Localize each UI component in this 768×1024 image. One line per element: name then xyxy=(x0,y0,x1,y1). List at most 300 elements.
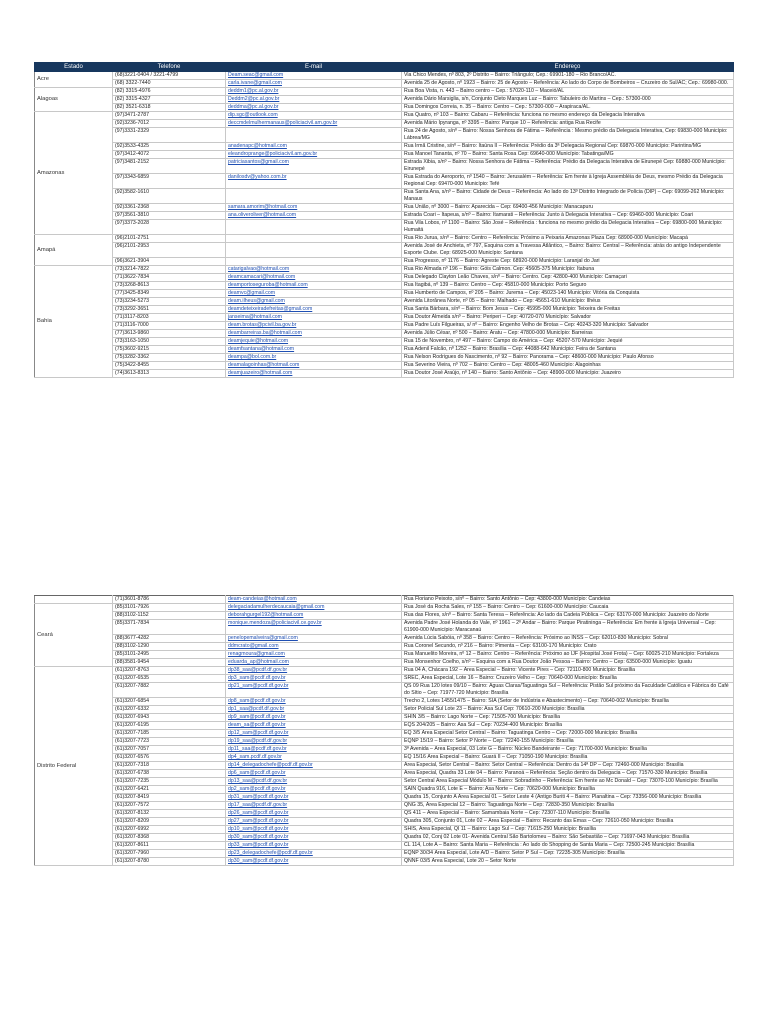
table-row xyxy=(35,104,734,112)
email-link[interactable]: deamfsantana@hotmail.com xyxy=(228,346,295,352)
table-row xyxy=(35,354,734,362)
phone-cell: (97)3412-4072 xyxy=(113,151,226,159)
address-cell: Avenida 25 de Agosto, nº 1923 – Bairro: 25 de Agosto – Referência: Ao lado do Corpo de Bombeiros – Cruzeiro do Sul/AC; Cep.: 69980-000. xyxy=(402,80,734,88)
phone-cell: (75)3422-8455 xyxy=(113,362,226,370)
email-link[interactable]: dp26_sam@pcdf.df.gov.br xyxy=(228,810,289,816)
email-link[interactable]: dp3_sam@pcdf.df.gov.br xyxy=(228,675,286,681)
table-row xyxy=(35,298,734,306)
phone-cell: (85)3101-7926 xyxy=(113,604,226,612)
table-row xyxy=(35,88,734,96)
address-cell: Rua Doutor Almeida s/nº – Bairro: Periperi – Cep: 40720-070 Município: Salvador xyxy=(402,314,734,322)
table-row xyxy=(35,596,734,604)
email-cell xyxy=(226,220,402,235)
phone-cell: (68)3221-0404 / 3221-4799 xyxy=(113,72,226,80)
table-row xyxy=(35,290,734,298)
header-email: E-mail xyxy=(226,63,402,72)
email-cell xyxy=(226,770,402,778)
table-row xyxy=(35,858,734,866)
email-link[interactable]: ddmcrato@gmail.com xyxy=(228,643,279,649)
phone-cell: (61)3207-7318 xyxy=(113,762,226,770)
table-row xyxy=(35,834,734,842)
email-cell xyxy=(226,722,402,730)
state-cell: Acre xyxy=(35,72,113,88)
email-cell xyxy=(226,370,402,378)
address-cell: Área Especial, Setor Central – Bairro: Setor Central – Referência: Dentro da 14ª DP – Cep: 72460-000 Município: Brasília xyxy=(402,762,734,770)
phone-cell: (61)3207-6992 xyxy=(113,826,226,834)
table-row xyxy=(35,72,734,80)
address-cell: SREC, Área Especial, Lote 16 – Bairro: Cruzeiro Velho – Cep: 70640-000 Município: Brasília xyxy=(402,675,734,683)
address-cell: QNNF 03/5 Área Especial, Lote 20 – Setor Norte xyxy=(402,858,734,866)
phone-cell: (61)3207-6421 xyxy=(113,786,226,794)
email-link[interactable]: penelopemalveira@gmail.com xyxy=(228,635,298,641)
email-cell xyxy=(226,266,402,274)
email-link[interactable]: dp17_saa@pcdf.df.gov.br xyxy=(228,802,288,808)
address-cell: Área Especial, Quadra 33 Lote 04 – Bairro: Paranoá – Referência: Seção dentro da Delegacia – Cep: 71570-330 Município: Brasília xyxy=(402,770,734,778)
email-cell xyxy=(226,143,402,151)
address-cell: Rua Adenil Falcão, nº 1252 – Bairro: Brasília – Cep: 44088-642 Município: Feira de Santana xyxy=(402,346,734,354)
email-cell xyxy=(226,128,402,143)
email-cell xyxy=(226,762,402,770)
email-cell xyxy=(226,104,402,112)
address-cell: Avenida José de Anchieta, nº 797, Esquina com a Travessa Atlântico, – Bairro: Bairro: Central – Referência: atrás do antigo Independente Esporte Clube. Cep: 68925-000 Município: Santana xyxy=(402,243,734,258)
table-row xyxy=(35,706,734,714)
address-cell: Rua Irmã Cristine, s/nº – Bairro: Itaúna II – Referência: Prédio da 3ª Delegacia Regional Cep: 69870-000 Município: Parintins/MG xyxy=(402,143,734,151)
table-row xyxy=(35,643,734,651)
address-cell: CL 114, Lote A – Bairro: Santa Maria – Referência : Ao lado do Shopping de Santa Maria – Cep: 72500-245 Município: Brasília xyxy=(402,842,734,850)
email-cell xyxy=(226,698,402,706)
email-link[interactable]: delegaciadamulherdecaucaia@gmail.com xyxy=(228,604,325,610)
table-row xyxy=(35,128,734,143)
table-row xyxy=(35,762,734,770)
phone-cell: (73)3292-3651 xyxy=(113,306,226,314)
phone-cell: (73)3268-8613 xyxy=(113,282,226,290)
phone-cell: (61)3207-6854 xyxy=(113,698,226,706)
email-cell xyxy=(226,667,402,675)
address-cell: Rua Delegado Clayton Leão Chaves, s/nº – Bairro: Centro. Cep: 42800-400 Município: Camaçari xyxy=(402,274,734,282)
email-link[interactable]: deccmdelmulhermanaus@policiacivil.am.gov.br xyxy=(228,120,338,126)
phone-cell: (92)3236-7012 xyxy=(113,120,226,128)
email-link[interactable]: Deddm2@pc.al.gov.br xyxy=(228,96,280,102)
address-cell: 3ª Avenida – Área Especial, 03 Lote G – Bairro: Núcleo Bandeirante – Cep: 71700-000 Município: Brasília xyxy=(402,746,734,754)
email-cell xyxy=(226,306,402,314)
phone-cell: (85)3371-7834 xyxy=(113,620,226,635)
email-cell xyxy=(226,322,402,330)
phone-cell: (88)3581-9454 xyxy=(113,659,226,667)
email-link[interactable]: dp31_sam@pcdf.df.gov.br xyxy=(228,794,289,800)
email-cell xyxy=(226,706,402,714)
table-row xyxy=(35,306,734,314)
email-cell xyxy=(226,643,402,651)
address-cell: QNG 35, Área Especial 12 – Bairro: Taguatinga Norte – Cep: 72830-350 Município: Brasília xyxy=(402,802,734,810)
phone-cell: (97)3343-6859 xyxy=(113,174,226,189)
email-link[interactable]: danilosdv@yahoo.com.br xyxy=(228,174,287,180)
phone-cell: (88)3677-4282 xyxy=(113,635,226,643)
email-link[interactable]: deddma@pc.al.gov.br xyxy=(228,104,279,110)
email-link[interactable]: catarigalvao@hotmail.com xyxy=(228,266,290,272)
email-cell xyxy=(226,330,402,338)
table-row xyxy=(35,770,734,778)
email-cell xyxy=(226,612,402,620)
email-link[interactable]: samara.amorim@hotmail.com xyxy=(228,204,298,210)
phone-cell: (71)3601-8786 xyxy=(113,596,226,604)
phone-cell: (61)3207-6943 xyxy=(113,714,226,722)
email-cell xyxy=(226,738,402,746)
header-telefone: Telefone xyxy=(113,63,226,72)
table-row xyxy=(35,802,734,810)
table-row xyxy=(35,189,734,204)
email-link[interactable]: deambarreiras.ba@hotmail.com xyxy=(228,330,302,336)
address-cell: Estrada Coari – Itapeua, s/nº – Bairro: Itamarati – Referência: Junto à Delegacia Interativa – Cep: 69460-000 Município: Coari xyxy=(402,212,734,220)
email-cell xyxy=(226,354,402,362)
email-link[interactable]: dp27_sam@pcdf.df.gov.br xyxy=(228,818,289,824)
address-cell: Rua Domingos Correia, n. 35 – Bairro: Centro – Cep.: 57300-000 – Arapiraca/AL. xyxy=(402,104,734,112)
address-cell: EQ 15/16 Área Especial – Bairro: Guará II – Cep: 71050-190 Município: Brasília xyxy=(402,754,734,762)
address-cell: Trecho 2, Lotes 1455/1475 – Bairro: SIA (Setor de Indústria e Abastecimento) – Cep: 70640-002 Município: Brasília xyxy=(402,698,734,706)
address-cell: Rua 04 A, Chácara 192 – Área Especial – Bairro: Vicente Pires – Cep: 72110-800 Município: Brasília xyxy=(402,667,734,675)
address-cell: SHIS, Área Especial, QI 11 – Bairro: Lago Sul – Cep: 71615-250 Município: Brasília xyxy=(402,826,734,834)
delegacias-table xyxy=(34,62,734,378)
phone-cell: (61)3207-8209 xyxy=(113,818,226,826)
email-link[interactable]: dp38_saa@pcdf.df.gov.br xyxy=(228,667,288,673)
phone-cell: (61)3207-8419 xyxy=(113,794,226,802)
table-row xyxy=(35,243,734,258)
phone-cell: (97)3561-3810 xyxy=(113,212,226,220)
phone-cell: (61)3207-8780 xyxy=(113,858,226,866)
phone-cell: (61)3207-7185 xyxy=(113,730,226,738)
email-cell xyxy=(226,80,402,88)
address-cell: SHIN 3/5 – Bairro: Lago Norte – Cep: 71505-700 Município: Brasília xyxy=(402,714,734,722)
header-estado: Estado xyxy=(35,63,113,72)
address-cell: QS 09 Rua 120 lotes 09/10 – Bairro: Águas Claras/Taguatinga Sul – Referência: Pistão Sul próximo da Faculdade Católica e Fábrica do Café do Sítio – Cep: 71977-720 Município: Brasília xyxy=(402,683,734,698)
phone-cell: (74)3613-8313 xyxy=(113,370,226,378)
table-row xyxy=(35,120,734,128)
table-row xyxy=(35,159,734,174)
email-link[interactable]: deamcamacari@hotmail.com xyxy=(228,274,296,280)
phone-cell: (97)3471-2787 xyxy=(113,112,226,120)
address-cell: Rua 24 de Agosto, s/nº – Bairro: Nossa Senhora de Fátima – Referência : Mesmo prédio da Delegacia Interativa, Cep: 69830-000 Município: Lábrea/MG xyxy=(402,128,734,143)
table-row xyxy=(35,235,734,243)
address-cell: Rua Estrada do Aeroporto, nº 1540 – Bairro: Jerusalém – Referência: Em frente à Igreja Assembléia de Deus, mesmo Prédio da Delegacia Regional Cep: 69470-000 Município: Tefé xyxy=(402,174,734,189)
address-cell: Rua Humberto de Campos, nº 205 – Bairro: Jurema – Cep: 45023-140 Município: Vitória da Conquista xyxy=(402,290,734,298)
email-link[interactable]: dp30_sam@pcdf.df.gov.br xyxy=(228,858,289,864)
address-cell: Rua Vila Lobos, nº 1100 – Bairro: São José – Referência : funciona no mesmo prédio da Delegacia Interativa – Cep: 69800-000 Município: Humaitá xyxy=(402,220,734,235)
address-cell: Avenida Dário Marsiglia, s/n, Conjunto Cleto Marques Luz – Bairro: Tabuleiro do Martins – Cep.: 57300-000 xyxy=(402,96,734,104)
email-cell xyxy=(226,596,402,604)
email-cell xyxy=(226,96,402,104)
email-link[interactable]: deamjuazeiro@hotmail.com xyxy=(228,370,293,376)
email-link[interactable]: monique.mendoza@policiacivil.ce.gov.br xyxy=(228,620,322,626)
email-cell xyxy=(226,298,402,306)
address-cell: EQ 3/5 Área Especial Setor Central – Bairro: Taguatinga Centro – Cep: 72000-000 Município: Brasília xyxy=(402,730,734,738)
address-cell: Rua Rio Almada nº 196 – Bairro: Góis Calmon. Cep: 45605-375 Município: Itabuna xyxy=(402,266,734,274)
address-cell: Rua 15 de Novembro, nº 497 – Bairro: Campo do América – Cep: 45207-570 Município: Jequié xyxy=(402,338,734,346)
email-cell xyxy=(226,834,402,842)
phone-cell: (75)3602-9215 xyxy=(113,346,226,354)
table-row xyxy=(35,786,734,794)
phone-cell: (71)3622-7834 xyxy=(113,274,226,282)
email-link[interactable]: Deam.seac@gmail.com xyxy=(228,72,284,78)
email-cell xyxy=(226,730,402,738)
email-link[interactable]: dip.sgc@outlook.com xyxy=(228,112,278,118)
phone-cell: (92)3361-2368 xyxy=(113,204,226,212)
table-row xyxy=(35,635,734,643)
email-link[interactable]: dp4_sam.pcdf.df.gov.br xyxy=(228,754,282,760)
table-row xyxy=(35,683,734,698)
address-cell: Setor Central Área Especial Módulo M – Bairro: Sobradinho – Referência: Em frente ao Mc Donald – Cep: 73070-100 Município: Brasília xyxy=(402,778,734,786)
address-cell: EQS 204/205 – Bairro: Asa Sul – Cep: 70234-400 Município: Brasília xyxy=(402,722,734,730)
state-cell: Bahia xyxy=(35,266,113,378)
phone-cell: (97)3373-2028 xyxy=(113,220,226,235)
address-cell: Rua Progresso, nº 1176 – Bairro: Agreste Cep: 68920-000 Município: Laranjal do Jari xyxy=(402,258,734,266)
table-row xyxy=(35,794,734,802)
table-body xyxy=(35,596,734,866)
table-row xyxy=(35,80,734,88)
phone-cell: (82) 3315-4976 xyxy=(113,88,226,96)
table-row xyxy=(35,698,734,706)
email-link[interactable]: anadenapc@hotmail.com xyxy=(228,143,287,149)
address-cell: Rua Manuelito Moreira, nº 12 – Bairro: Centro – Referência: Próximo ao IJF (Hospital José Frota) – Cep: 60025-210 Município: Fortaleza xyxy=(402,651,734,659)
phone-cell: (85)3101-2495 xyxy=(113,651,226,659)
email-cell xyxy=(226,159,402,174)
phone-cell: (71)3117-8203 xyxy=(113,314,226,322)
table-row xyxy=(35,818,734,826)
address-cell: Avenida Júlio César, nº 500 – Bairro: Aratu – Cep: 47800-000 Município: Barreiras xyxy=(402,330,734,338)
email-link[interactable]: deddm1@pc.al.gov.br xyxy=(228,88,279,94)
email-cell xyxy=(226,802,402,810)
phone-cell: (61)3207-7960 xyxy=(113,850,226,858)
table-row xyxy=(35,96,734,104)
phone-cell: (88)3102-1152 xyxy=(113,612,226,620)
address-cell: SAIN Quadra 916, Lote E – Bairro: Asa Norte – Cep: 70620-000 Município: Brasília xyxy=(402,786,734,794)
email-cell xyxy=(226,675,402,683)
phone-cell: (61)3207-6576 xyxy=(113,754,226,762)
email-link[interactable]: dp19_saa@pcdf.df.gov.br xyxy=(228,738,288,744)
email-link[interactable]: deamvc@gmail.com xyxy=(228,290,276,296)
phone-cell: (88)3102-1290 xyxy=(113,643,226,651)
address-cell: Rua Itagibá, nº 139 – Bairro: Centro – Cep: 45810-000 Município: Porto Seguro xyxy=(402,282,734,290)
email-cell xyxy=(226,258,402,266)
email-link[interactable]: renagmoura@gmail.com xyxy=(228,651,285,657)
table-row xyxy=(35,338,734,346)
email-cell xyxy=(226,683,402,698)
table-row xyxy=(35,212,734,220)
email-link[interactable]: dp8_sam@pcdf.df.gov.br xyxy=(228,698,286,704)
email-link[interactable]: ana.oliveroliver@hotmail.com xyxy=(228,212,297,218)
email-link[interactable]: dp21_sam@pcdf.df.gov.br xyxy=(228,683,289,689)
phone-cell: (82) 3315-4327 xyxy=(113,96,226,104)
email-cell xyxy=(226,620,402,635)
phone-cell: (61)3207-7057 xyxy=(113,746,226,754)
phone-cell: (61)3207-6332 xyxy=(113,706,226,714)
email-cell xyxy=(226,362,402,370)
table-row xyxy=(35,314,734,322)
phone-cell: (92)3582-1610 xyxy=(113,189,226,204)
email-link[interactable]: carla.ivane@gmail.com xyxy=(228,80,282,86)
state-cell: Alagoas xyxy=(35,88,113,112)
email-cell xyxy=(226,651,402,659)
email-cell xyxy=(226,850,402,858)
email-link[interactable]: dp33_sam@pcdf.df.gov.br xyxy=(228,842,289,848)
address-cell: Quadra 02, Conj 02 Lote 01- Avenida Central São Bartolomeu – Bairro: São Sebastião – Cep: 71697-043 Município: Brasília xyxy=(402,834,734,842)
email-cell xyxy=(226,754,402,762)
phone-cell: (61)3207-6195 xyxy=(113,722,226,730)
email-cell xyxy=(226,120,402,128)
email-cell xyxy=(226,212,402,220)
phone-cell: (73)3163-1050 xyxy=(113,338,226,346)
email-link[interactable]: dp13_saa@pcdf.df.gov.br xyxy=(228,778,288,784)
email-link[interactable]: dp6_sam@pcdf.df.gov.br xyxy=(228,770,286,776)
email-link[interactable]: dp14_delegadochefe@pcdf.df.gov.br xyxy=(228,762,313,768)
phone-cell: (75)3282-3362 xyxy=(113,354,226,362)
phone-cell: (73)3214-7822 xyxy=(113,266,226,274)
phone-cell: (77)3613-9860 xyxy=(113,330,226,338)
table-body xyxy=(35,72,734,378)
address-cell: Rua Quatro, nº 103 – Bairro: Cabaru – Referência: funciona no mesmo endereço da Delegacia Interativa xyxy=(402,112,734,120)
phone-cell: (61)3207-6738 xyxy=(113,770,226,778)
email-cell xyxy=(226,346,402,354)
address-cell: Rua Nelson Rodrigues do Nascimento, nº 92 – Bairro: Panorama – Cep: 48600-000 Município: Paulo Afonso xyxy=(402,354,734,362)
address-cell: Rua Santa Bárbara, s/nº – Bairro: Bom Jesus – Cep: 45995-000 Município: Teixeira de Freitas xyxy=(402,306,734,314)
address-cell: Rua das Flores, s/nº – Bairro: Santa Teresa – Referência: Ao lado da Cadeia Pública – Cep: 63170-000 Município: Juazeiro do Norte xyxy=(402,612,734,620)
email-link[interactable]: deamjequie@hotmail.com xyxy=(228,338,289,344)
state-cell: Ceará xyxy=(35,604,113,667)
email-link[interactable]: deampa@bol.com.br xyxy=(228,354,277,360)
address-cell: Quadra 15, Conjunto A Área Especial 01 – Setor Leste 4 (Antigo Buriti 4 – Bairro: Planaltina – Cep: 73356-000 Município: Brasília xyxy=(402,794,734,802)
state-cell: Amapá xyxy=(35,235,113,266)
email-link[interactable]: janseima@hotmail.com xyxy=(228,314,282,320)
email-link[interactable]: deam-candeias@hotmail.com xyxy=(228,596,297,602)
table-row xyxy=(35,220,734,235)
email-link[interactable]: deamdeteixeiradefreitas@gmail.com xyxy=(228,306,313,312)
email-link[interactable]: patriciasantos@gmail.com xyxy=(228,159,289,165)
table-page-1 xyxy=(34,62,733,378)
table-row xyxy=(35,667,734,675)
address-cell: Rua União, nº 3000 – Bairro: Aparecida – Cep: 69400-456 Município: Manacapuru xyxy=(402,204,734,212)
email-cell xyxy=(226,72,402,80)
address-cell: Setor Policial Sul Lote 23 – Bairro: Asa Sul Cep: 70610-200 Município: Brasília xyxy=(402,706,734,714)
table-row xyxy=(35,274,734,282)
email-cell xyxy=(226,714,402,722)
phone-cell: (96)2101-2953 xyxy=(113,243,226,258)
phone-cell: (92)3533-4325 xyxy=(113,143,226,151)
address-cell: Rua Severino Vieira, nº 702 – Bairro: Centro – Cep: 48005-460 Município: Alagoinhas xyxy=(402,362,734,370)
phone-cell: (73)3234-5273 xyxy=(113,298,226,306)
table-row xyxy=(35,362,734,370)
email-link[interactable]: dp9_sam@pcdf.df.gov.br xyxy=(228,714,286,720)
email-cell xyxy=(226,282,402,290)
email-link[interactable]: deborahgurgel192@hotmail.com xyxy=(228,612,304,618)
table-page-2 xyxy=(34,595,733,866)
email-cell xyxy=(226,786,402,794)
table-row xyxy=(35,330,734,338)
email-cell xyxy=(226,826,402,834)
table-row xyxy=(35,826,734,834)
email-link[interactable]: dp30_sam@pcdf.df.gov.br xyxy=(228,834,289,840)
email-cell xyxy=(226,810,402,818)
table-row xyxy=(35,659,734,667)
email-cell xyxy=(226,314,402,322)
email-cell xyxy=(226,818,402,826)
table-row xyxy=(35,604,734,612)
email-cell xyxy=(226,858,402,866)
email-link[interactable]: dp2_sam@pcdf.df.gov.br xyxy=(228,786,286,792)
phone-cell: (97)3331-2329 xyxy=(113,128,226,143)
email-cell xyxy=(226,290,402,298)
email-cell xyxy=(226,204,402,212)
email-cell xyxy=(226,778,402,786)
table-row xyxy=(35,850,734,858)
address-cell: Rua Boa Vista, n. 443 – Bairro centro – Cep.: 57020-110 – Maceió/AL xyxy=(402,88,734,96)
phone-cell: (61)3207-7572 xyxy=(113,802,226,810)
email-link[interactable]: eleandroprange@policiacivil.am.gov.br xyxy=(228,151,318,157)
email-link[interactable]: deam.brotas@pcivil.ba.gov.br xyxy=(228,322,297,328)
table-row xyxy=(35,258,734,266)
phone-cell: (61)3207-8611 xyxy=(113,842,226,850)
table-row xyxy=(35,722,734,730)
table-row xyxy=(35,738,734,746)
table-row xyxy=(35,370,734,378)
email-link[interactable]: dp23_delegadochefe@pcdf.df.gov.br xyxy=(228,850,313,856)
email-link[interactable]: dp12_sam@pcdf.df.gov.br xyxy=(228,730,289,736)
email-cell xyxy=(226,794,402,802)
table-row xyxy=(35,612,734,620)
phone-cell: (96)3621-3904 xyxy=(113,258,226,266)
table-row xyxy=(35,346,734,354)
table-row xyxy=(35,754,734,762)
email-cell xyxy=(226,604,402,612)
table-row xyxy=(35,730,734,738)
table-row xyxy=(35,778,734,786)
email-link[interactable]: deam_sa@pcdf.df.gov.br xyxy=(228,722,286,728)
header-endereco: Endereço xyxy=(402,63,734,72)
address-cell: Avenida Mário Ipyranga, nº 3395 – Bairro: Parque 10 – Referência: antiga Rua Recife xyxy=(402,120,734,128)
email-cell xyxy=(226,235,402,243)
address-cell: QS 411 – Área Especial – Bairro: Samambaia Norte – Cep: 72307-110 Município: Brasília xyxy=(402,810,734,818)
address-cell: Rua Monsenhor Coelho, s/nº – Esquina com a Rua Doutor João Pessoa – Bairro: Centro – Cep: 63500-000 Município: Iguatu xyxy=(402,659,734,667)
header-row xyxy=(35,63,734,72)
email-link[interactable]: dp1_saa@pcdf.df.gov.br xyxy=(228,706,285,712)
email-cell xyxy=(226,746,402,754)
address-cell: Rua Manoel Tananta, nº 70 – Bairro: Santa Rosa Cep: 69640-000 Município: Tabatinga/MG xyxy=(402,151,734,159)
email-link[interactable]: eduarda_ap@hotmail.com xyxy=(228,659,289,665)
phone-cell: (61)3207-7882 xyxy=(113,683,226,698)
address-cell: Quadra 305, Conjunto 01, Lote 02 – Área Especial – Bairro: Recanto das Emas – Cep: 72610-050 Município: Brasília xyxy=(402,818,734,826)
phone-cell: (61)3207-6535 xyxy=(113,675,226,683)
delegacias-table-continued xyxy=(34,595,734,866)
table-row xyxy=(35,620,734,635)
state-cell: Distrito Federal xyxy=(35,667,113,866)
table-row xyxy=(35,266,734,274)
phone-cell: (71)3116-7000 xyxy=(113,322,226,330)
email-cell xyxy=(226,112,402,120)
address-cell: Avenida Lúcia Sabóia, nº 358 – Bairro: Centro – Referência: Próximo ao INSS – Cep: 62010-830 Município: Sobral xyxy=(402,635,734,643)
address-cell: Avenida Litorânea Norte, nº 05 – Bairro: Malhado – Cep: 45651-610 Município: Ilhéus xyxy=(402,298,734,306)
table-row xyxy=(35,112,734,120)
email-cell xyxy=(226,338,402,346)
phone-cell: (68) 3322-7440 xyxy=(113,80,226,88)
address-cell: Rua Floriano Peixoto, s/nº – Bairro: Santo Antônio – Cep: 43800-000 Município: Candeias xyxy=(402,596,734,604)
table-row xyxy=(35,842,734,850)
email-link[interactable]: deam.ilheus@gmail.com xyxy=(228,298,285,304)
table-row xyxy=(35,322,734,330)
address-cell: Rua Coronel Secundo, nº 216 – Bairro: Pimenta – Cep: 63100-170 Município: Crato xyxy=(402,643,734,651)
email-link[interactable]: dp11_saa@pcdf.df.gov.br xyxy=(228,746,287,752)
table-row xyxy=(35,174,734,189)
phone-cell: (61)3207-8132 xyxy=(113,810,226,818)
email-link[interactable]: dp10_sam@pcdf.df.gov.br xyxy=(228,826,289,832)
email-link[interactable]: deamportoseguroba@hotmail.com xyxy=(228,282,308,288)
email-link[interactable]: deamalagoinhas@hotmail.com xyxy=(228,362,300,368)
